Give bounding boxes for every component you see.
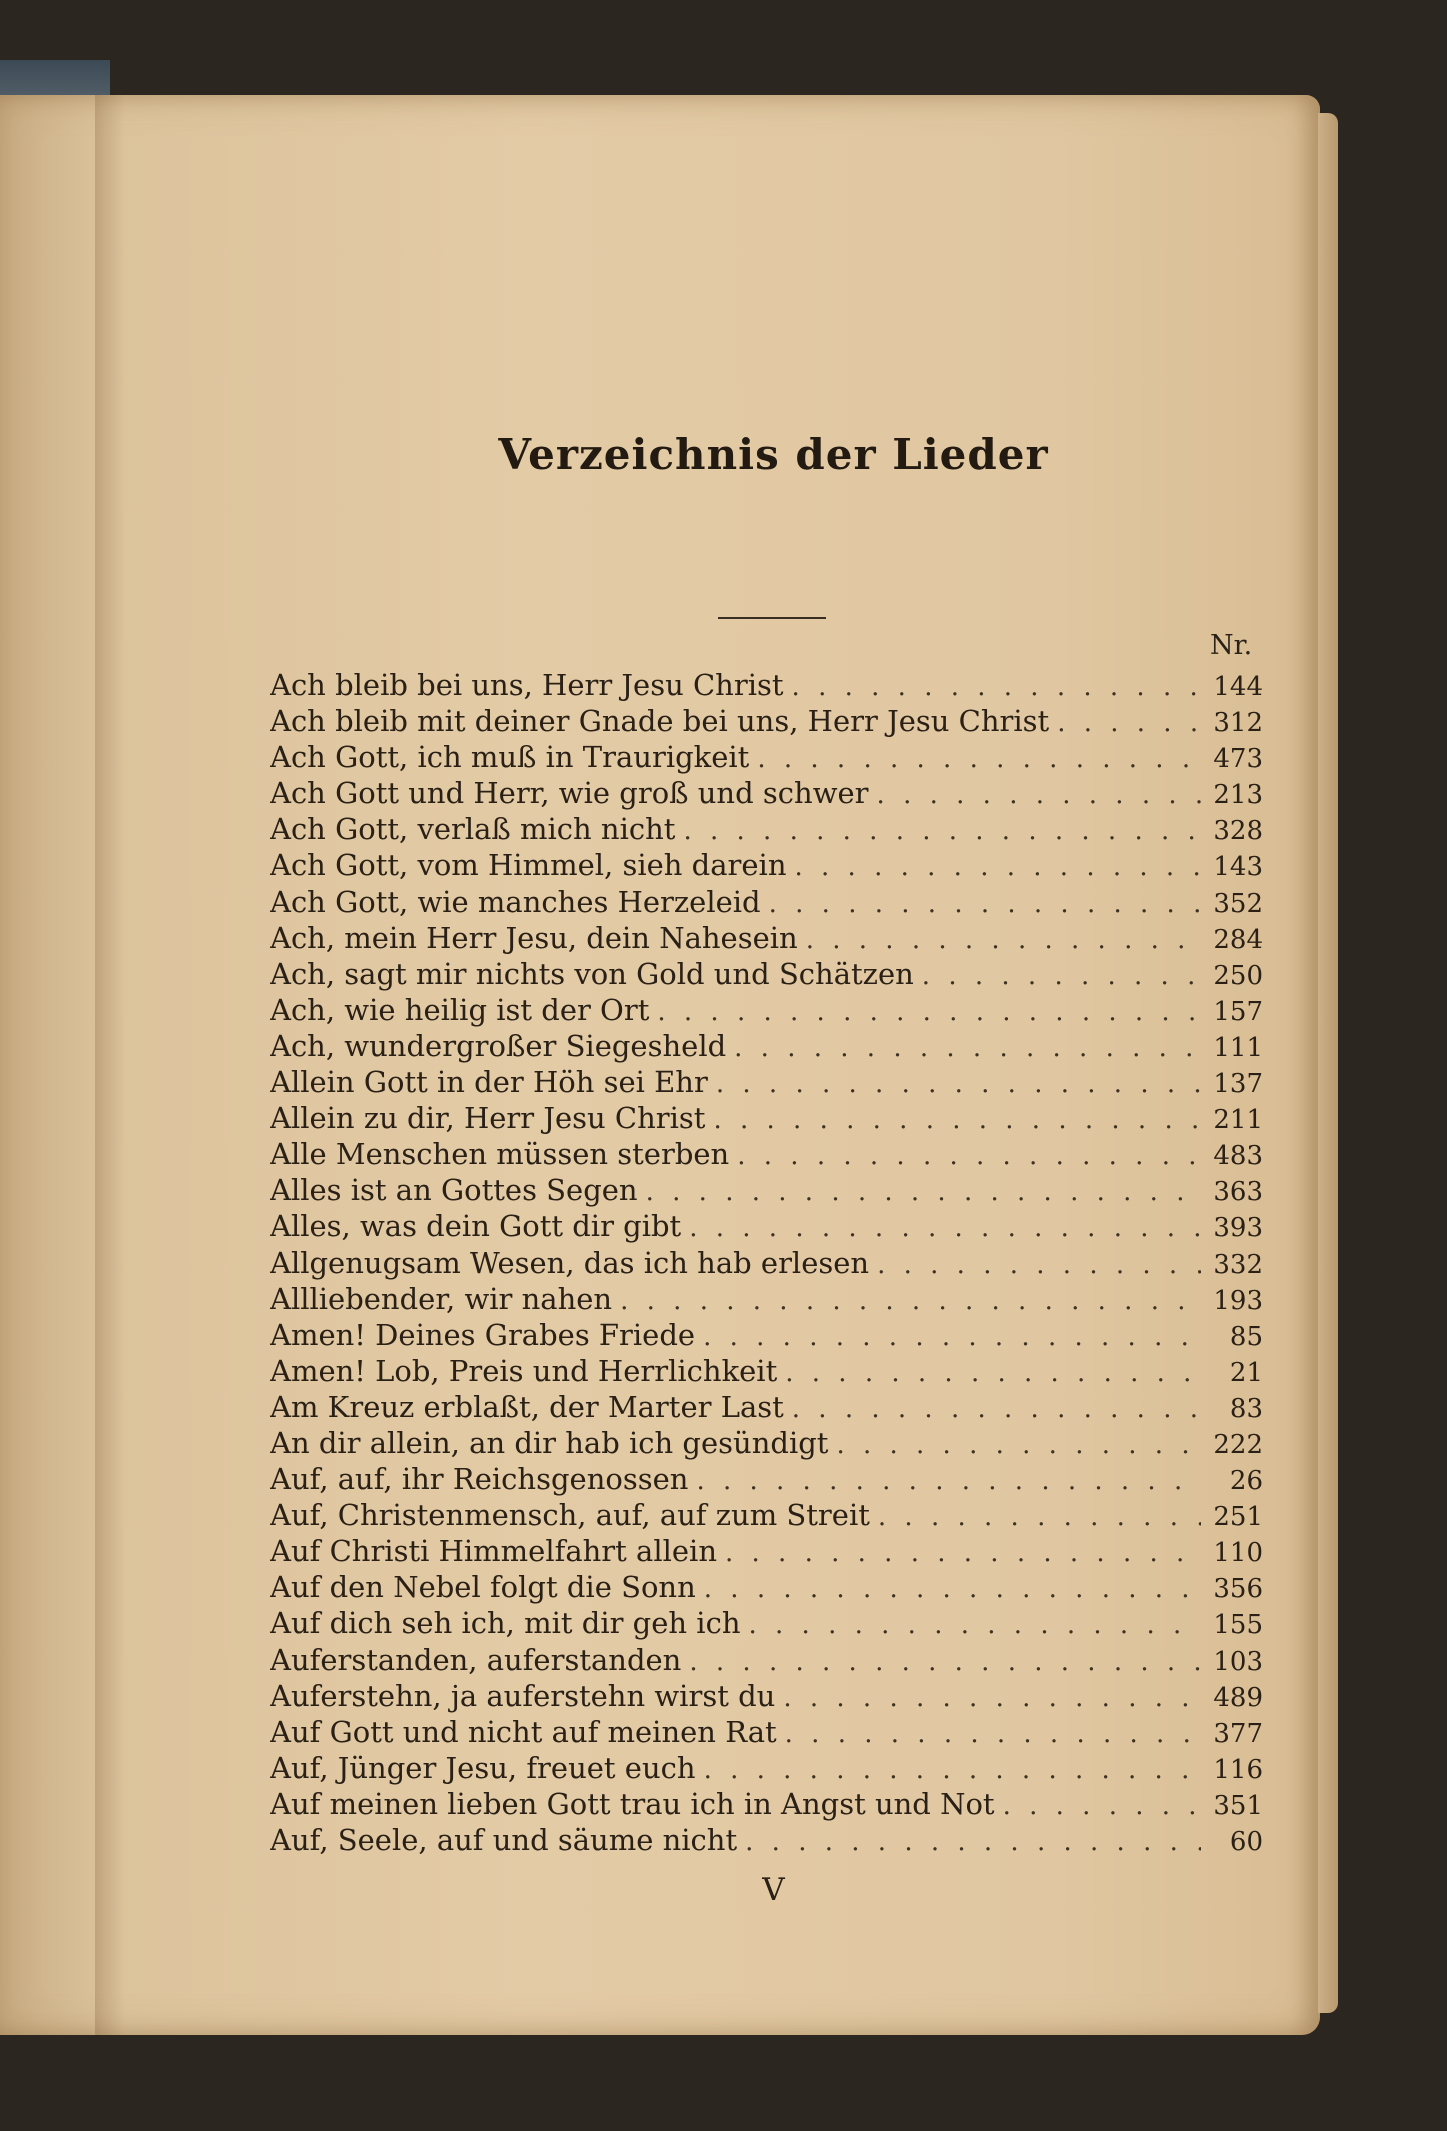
entry-number: 328	[1213, 816, 1263, 847]
index-entry	[270, 1605, 1263, 1641]
entry-number: 352	[1213, 888, 1263, 919]
dot-leader	[922, 958, 1201, 992]
entry-title: Alles ist an Gottes Segen	[270, 1173, 638, 1208]
dot-leader	[877, 1247, 1201, 1281]
entry-title: Amen! Deines Grabes Friede	[270, 1317, 696, 1352]
entry-title: Ach, wie heilig ist der Ort	[270, 992, 650, 1027]
dot-leader	[734, 1030, 1201, 1064]
page-edge	[1318, 113, 1338, 2013]
entry-title: Am Kreuz erblaßt, der Marter Last	[270, 1389, 784, 1424]
entry-title: Auf Gott und nicht auf meinen Rat	[270, 1714, 777, 1749]
index-entry	[270, 1353, 1263, 1389]
index-entry	[270, 1461, 1263, 1497]
entry-number: 144	[1213, 672, 1263, 702]
entry-number: 377	[1213, 1718, 1263, 1749]
entry-number: 351	[1213, 1790, 1263, 1821]
page-gutter	[95, 95, 125, 2035]
index-entry	[270, 1389, 1263, 1425]
index-entry	[270, 703, 1263, 739]
page-number: V	[762, 1872, 785, 1908]
entry-title: Auferstehn, ja auferstehn wirst du	[270, 1678, 776, 1713]
index-entry	[270, 1281, 1263, 1317]
index-entry	[270, 992, 1263, 1028]
index-entry	[270, 667, 1263, 703]
index-entry	[270, 1425, 1263, 1461]
number-column-header: Nr.	[1210, 630, 1253, 661]
index-entry	[270, 1064, 1263, 1100]
entry-number: 143	[1213, 852, 1263, 883]
dot-leader	[737, 1138, 1201, 1172]
index-entry	[270, 1172, 1263, 1208]
entry-title: Auf, auf, ihr Reichsgenossen	[270, 1462, 689, 1497]
entry-title: Ach Gott, vom Himmel, sieh darein	[270, 848, 787, 883]
entry-number: 211	[1213, 1105, 1263, 1136]
index-entry	[270, 1569, 1263, 1605]
dot-leader	[696, 1463, 1201, 1497]
dot-leader	[792, 669, 1201, 703]
entry-number: 332	[1213, 1249, 1263, 1280]
dot-leader	[1057, 705, 1201, 739]
entry-title: Allein zu dir, Herr Jesu Christ	[270, 1101, 706, 1136]
entry-number: 83	[1229, 1393, 1263, 1424]
entry-title: Auferstanden, auferstanden	[270, 1642, 682, 1677]
dot-leader	[836, 1427, 1201, 1461]
entry-title: Ach Gott, verlaß mich nicht	[270, 812, 676, 847]
entry-number: 155	[1213, 1610, 1263, 1641]
entry-number: 111	[1213, 1032, 1263, 1063]
entry-title: Auf den Nebel folgt die Sonn	[270, 1570, 696, 1605]
title-rule	[718, 617, 826, 619]
index-entry	[270, 847, 1263, 883]
dot-leader	[757, 741, 1201, 775]
entry-number: 26	[1229, 1466, 1263, 1497]
dot-leader	[713, 1102, 1201, 1136]
entry-title: Ach, mein Herr Jesu, dein Nahesein	[270, 920, 798, 955]
index-entry	[270, 739, 1263, 775]
entry-title: Alles, was dein Gott dir gibt	[270, 1209, 682, 1244]
dot-leader	[716, 1066, 1201, 1100]
index-entry	[270, 884, 1263, 920]
entry-title: Auf, Jünger Jesu, freuet euch	[270, 1750, 696, 1785]
entry-title: Ach Gott, ich muß in Traurigkeit	[270, 740, 750, 775]
entry-title: Alle Menschen müssen sterben	[270, 1137, 730, 1172]
entry-number: 103	[1213, 1646, 1263, 1677]
page-title: Verzeichnis der Lieder	[498, 430, 1049, 479]
entry-title: Auf dich seh ich, mit dir geh ich	[270, 1606, 741, 1641]
dot-leader	[703, 1319, 1201, 1353]
dot-leader	[745, 1824, 1201, 1858]
index-entry	[270, 1786, 1263, 1822]
entry-number: 284	[1213, 924, 1263, 955]
index-entry	[270, 1497, 1263, 1533]
index-entry	[270, 1678, 1263, 1714]
index-entry	[270, 775, 1263, 811]
entry-number: 116	[1213, 1754, 1263, 1785]
entry-title: Ach Gott, wie manches Herzeleid	[270, 884, 761, 919]
index-entry	[270, 811, 1263, 847]
dot-leader	[795, 849, 1202, 883]
entry-title: Ach bleib mit deiner Gnade bei uns, Herr Jesu Christ	[270, 704, 1050, 739]
entry-number: 489	[1213, 1682, 1263, 1713]
entry-number: 312	[1213, 708, 1263, 739]
dot-leader	[749, 1607, 1202, 1641]
index-entry	[270, 956, 1263, 992]
entry-title: Ach bleib bei uns, Herr Jesu Christ	[270, 668, 784, 702]
dot-leader	[704, 1571, 1201, 1605]
song-index-list	[270, 667, 1263, 1858]
dot-leader	[806, 922, 1201, 956]
entry-number: 250	[1213, 960, 1263, 991]
dot-leader	[725, 1535, 1201, 1569]
entry-number: 363	[1213, 1177, 1263, 1208]
entry-title: Ach Gott und Herr, wie groß und schwer	[270, 776, 869, 811]
entry-number: 137	[1213, 1069, 1263, 1100]
entry-title: Ach, wundergroßer Siegesheld	[270, 1028, 727, 1063]
dot-leader	[657, 994, 1201, 1028]
dot-leader	[783, 1680, 1201, 1714]
entry-number: 110	[1213, 1538, 1263, 1569]
dot-leader	[704, 1752, 1201, 1786]
entry-title: Auf meinen lieben Gott trau ich in Angst und Not	[270, 1786, 995, 1821]
entry-number: 21	[1229, 1357, 1263, 1388]
dot-leader	[878, 1499, 1201, 1533]
dot-leader	[646, 1174, 1201, 1208]
dot-leader	[620, 1283, 1201, 1317]
index-entry	[270, 920, 1263, 956]
dot-leader	[689, 1210, 1201, 1244]
entry-title: Allein Gott in der Höh sei Ehr	[270, 1065, 708, 1100]
entry-title: Auf Christi Himmelfahrt allein	[270, 1534, 717, 1569]
dot-leader	[689, 1644, 1201, 1678]
entry-title: An dir allein, an dir hab ich gesündigt	[270, 1425, 829, 1460]
entry-number: 393	[1213, 1213, 1263, 1244]
index-entry	[270, 1028, 1263, 1064]
entry-title: Ach, sagt mir nichts von Gold und Schätzen	[270, 956, 914, 991]
entry-title: Auf, Christenmensch, auf, auf zum Streit	[270, 1498, 870, 1533]
entry-number: 85	[1229, 1321, 1263, 1352]
dot-leader	[792, 1391, 1201, 1425]
entry-number: 356	[1213, 1574, 1263, 1605]
entry-title: Allgenugsam Wesen, das ich hab erlesen	[270, 1245, 870, 1280]
dot-leader	[877, 777, 1201, 811]
index-entry	[270, 1208, 1263, 1244]
dot-leader	[769, 886, 1201, 920]
dot-leader	[683, 813, 1201, 847]
index-entry	[270, 1533, 1263, 1569]
index-entry	[270, 1822, 1263, 1858]
dot-leader	[785, 1716, 1201, 1750]
index-entry	[270, 1714, 1263, 1750]
dot-leader	[785, 1355, 1201, 1389]
entry-number: 251	[1213, 1502, 1263, 1533]
dot-leader	[1003, 1788, 1201, 1822]
index-entry	[270, 1750, 1263, 1786]
entry-number: 483	[1213, 1141, 1263, 1172]
index-entry	[270, 1245, 1263, 1281]
index-entry	[270, 1642, 1263, 1678]
entry-number: 157	[1213, 996, 1263, 1027]
entry-title: Auf, Seele, auf und säume nicht	[270, 1823, 738, 1857]
entry-title: Amen! Lob, Preis und Herrlichkeit	[270, 1353, 778, 1388]
index-entry	[270, 1100, 1263, 1136]
entry-number: 193	[1213, 1285, 1263, 1316]
index-entry	[270, 1136, 1263, 1172]
entry-number: 213	[1213, 780, 1263, 811]
entry-number: 222	[1213, 1429, 1263, 1460]
entry-number: 60	[1229, 1827, 1263, 1857]
entry-number: 473	[1213, 744, 1263, 775]
index-entry	[270, 1317, 1263, 1353]
entry-title: Allliebender, wir nahen	[270, 1281, 613, 1316]
